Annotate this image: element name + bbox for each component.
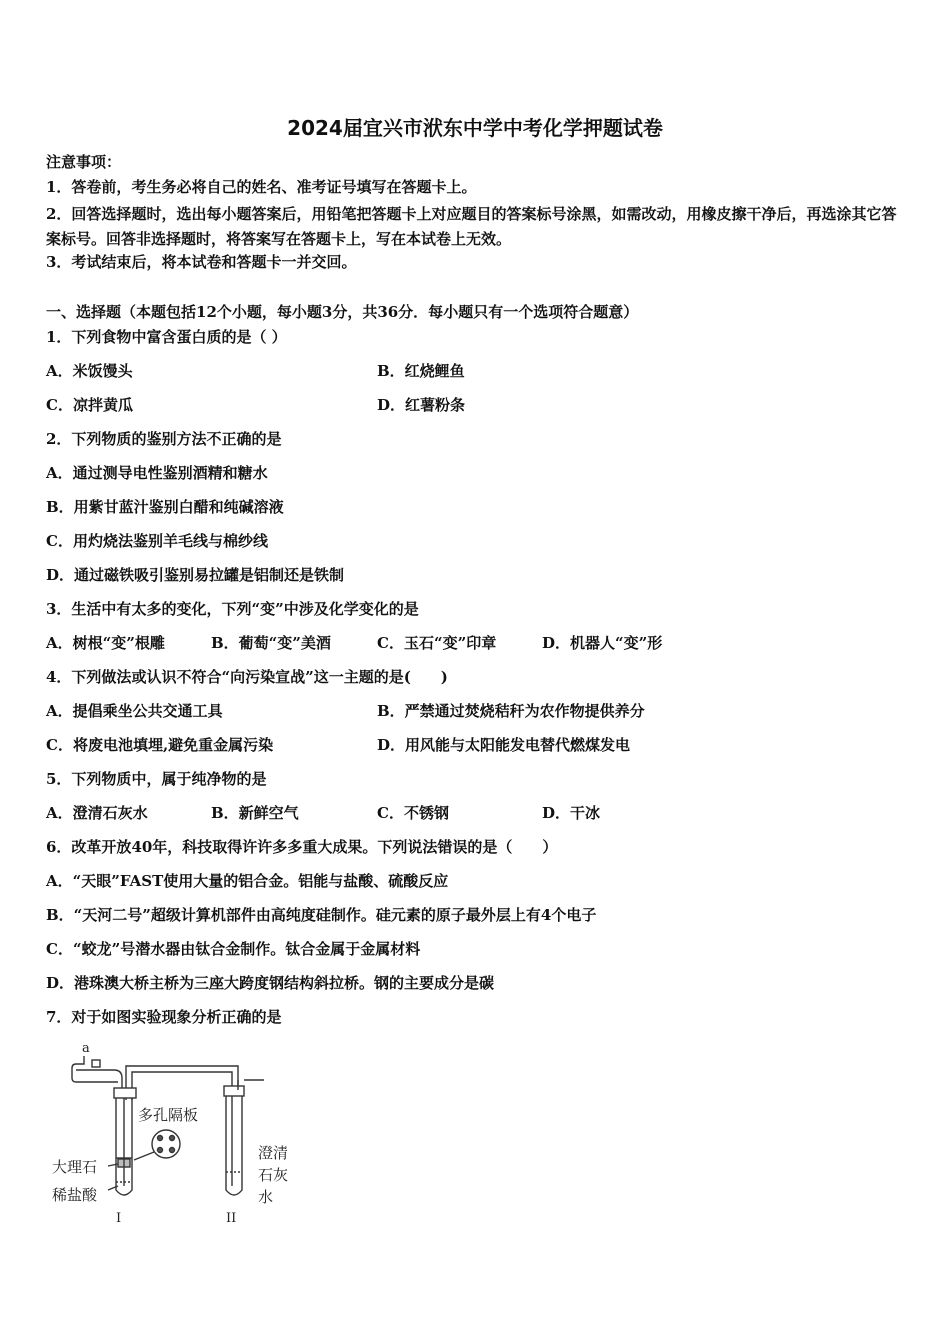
- page-title: 2024届宜兴市洑东中学中考化学押题试卷: [287, 116, 663, 140]
- question-3-option-b: B．葡萄“变”美酒: [211, 634, 331, 652]
- question-6-option-c: C．“蛟龙”号潜水器由钛合金制作。钛合金属于金属材料: [46, 940, 421, 958]
- connecting-tube-inner: [132, 1072, 232, 1100]
- question-2-stem: 2．下列物质的鉴别方法不正确的是: [46, 430, 282, 448]
- label-limewater-2: 石灰: [258, 1166, 289, 1184]
- question-1-option-c: C．凉拌黄瓜: [46, 396, 133, 414]
- question-6-option-a: A．“天眼”FAST使用大量的铝合金。铝能与盐酸、硫酸反应: [46, 872, 449, 890]
- inlet-tube-inner: [76, 1070, 122, 1088]
- question-6-stem: 6．改革开放40年，科技取得许许多多重大成果。下列说法错误的是（ ）: [46, 838, 558, 856]
- question-3-option-d: D．机器人“变”形: [542, 634, 663, 652]
- question-6-option-b: B．“天河二号”超级计算机部件由高纯度硅制作。硅元素的原子最外层上有4个电子: [46, 906, 597, 924]
- experiment-figure: [48, 1040, 308, 1230]
- notice-item-1: 1．答卷前，考生务必将自己的姓名、准考证号填写在答题卡上。: [46, 178, 477, 196]
- test-tube-2: [226, 1096, 242, 1195]
- question-2-option-b: B．用紫甘蓝汁鉴别白醋和纯碱溶液: [46, 498, 284, 516]
- question-4-option-b: B．严禁通过焚烧秸秆为农作物提供养分: [377, 702, 645, 720]
- question-5-option-c: C．不锈钢: [377, 804, 449, 822]
- notice-item-2: 2．回答选择题时，选出每小题答案后，用铅笔把答题卡上对应题目的答案标号涂黑，如需改动，用橡皮擦干净后，再选涂其它答案标号。回答非选择题时，将答案写在答题卡上，写在本试卷上无效。: [46, 205, 897, 248]
- question-3-option-a: A．树根“变”根雕: [46, 634, 165, 652]
- question-6-option-d: D．港珠澳大桥主桥为三座大跨度钢结构斜拉桥。钢的主要成分是碳: [46, 974, 495, 992]
- question-1-option-b: B．红烧鲤鱼: [377, 362, 465, 380]
- question-4-stem: 4．下列做法或认识不符合“向污染宣战”这一主题的是( ): [46, 668, 448, 686]
- question-5-option-a: A．澄清石灰水: [46, 804, 148, 822]
- stopper-1: [114, 1088, 136, 1098]
- notice-item-3: 3．考试结束后，将本试卷和答题卡一并交回。: [46, 253, 357, 271]
- partition-detail-circle: [152, 1130, 180, 1158]
- notice-heading: 注意事项：: [46, 153, 122, 171]
- question-5-option-b: B．新鲜空气: [211, 804, 299, 822]
- question-1-option-d: D．红薯粉条: [377, 396, 466, 414]
- connecting-tube: [126, 1066, 238, 1100]
- question-2-option-d: D．通过磁铁吸引鉴别易拉罐是铝制还是铁制: [46, 566, 345, 584]
- label-a: a: [82, 1041, 90, 1056]
- question-4-option-a: A．提倡乘坐公共交通工具: [46, 702, 223, 720]
- question-5-option-d: D．干冰: [542, 804, 601, 822]
- label-partition: 多孔隔板: [138, 1106, 199, 1124]
- question-4-option-d: D．用风能与太阳能发电替代燃煤发电: [377, 736, 631, 754]
- stopper-2: [224, 1086, 244, 1096]
- question-2-option-c: C．用灼烧法鉴别羊毛线与棉纱线: [46, 532, 268, 550]
- question-4-option-c: C．将废电池填埋,避免重金属污染: [46, 736, 274, 754]
- label-acid: 稀盐酸: [52, 1186, 98, 1204]
- question-3-stem: 3．生活中有太多的变化，下列“变”中涉及化学变化的是: [46, 600, 419, 618]
- partition-pointer: [134, 1152, 154, 1160]
- question-2-option-a: A．通过测导电性鉴别酒精和糖水: [46, 464, 268, 482]
- question-1-stem: 1．下列食物中富含蛋白质的是（ ）: [46, 328, 287, 346]
- valve-a: [92, 1060, 100, 1067]
- label-limewater-1: 澄清: [258, 1144, 289, 1162]
- question-1-option-a: A．米饭馒头: [46, 362, 133, 380]
- label-tube-2: II: [226, 1211, 237, 1226]
- label-marble: 大理石: [52, 1158, 98, 1176]
- question-3-option-c: C．玉石“变”印章: [377, 634, 497, 652]
- section-heading: 一、选择题（本题包括12个小题，每小题3分，共36分．每小题只有一个选项符合题意）: [46, 303, 639, 321]
- label-limewater-3: 水: [258, 1188, 274, 1206]
- label-tube-1: I: [116, 1211, 122, 1226]
- question-7-stem: 7．对于如图实验现象分析正确的是: [46, 1008, 282, 1026]
- question-5-stem: 5．下列物质中，属于纯净物的是: [46, 770, 267, 788]
